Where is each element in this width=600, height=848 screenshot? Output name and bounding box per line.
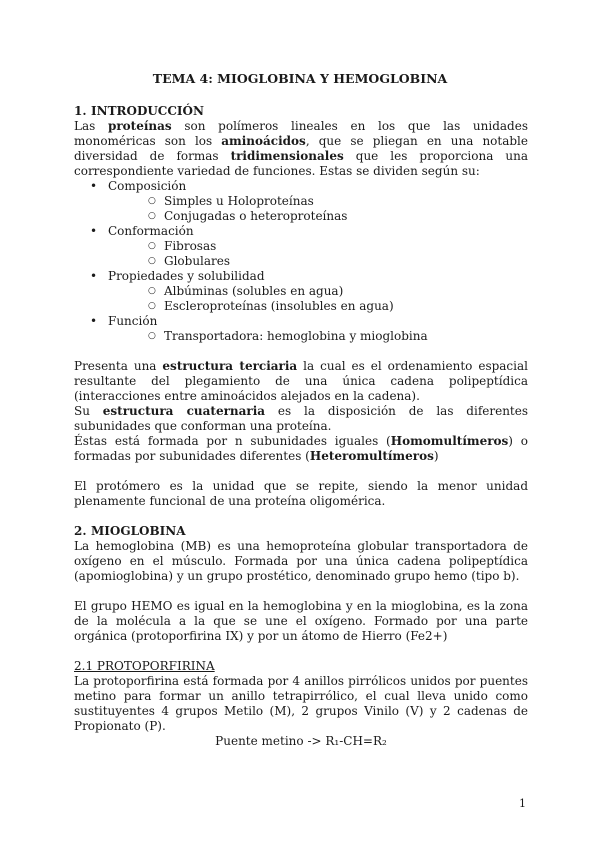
hemo-paragraph: El grupo HEMO es igual en la hemoglobina y en la mioglobina, es la zona de la molécula a la que se une el oxígeno. Formado por una parte orgánica (protoporfirina IX) y por un átomo de Hierro (Fe2+) — [74, 599, 528, 643]
list-item — [74, 269, 528, 314]
protoporfirina-paragraph: La protoporfirina está formada por 4 anillos pirrólicos unidos por puentes metino para formar un anillo tetrapirrólico, el cual lleva unido como sustituyentes 4 grupos Metilo (M), 2 grupos Vinilo (V) y 2 cadenas de Propionato (P). — [74, 674, 528, 733]
intro-text-3: , que se pliegan en una notable diversidad de formas — [74, 134, 528, 163]
intro-bold-aminoacidos: aminoácidos — [221, 134, 306, 148]
list-item-label: Función — [108, 314, 158, 328]
spacer — [74, 584, 528, 599]
subsection-heading: 2.1 PROTOPORFIRINA — [74, 659, 215, 673]
list-item-label: Composición — [108, 179, 187, 193]
formada-text-2: ) o formadas por subunidades diferentes ( — [74, 434, 528, 463]
classification-list — [74, 179, 528, 344]
list-item — [74, 314, 528, 344]
list-item-label: Conformación — [108, 224, 194, 238]
sub-list-item: ○ Fibrosas — [108, 239, 528, 254]
section-2-title: MIOGLOBINA — [91, 524, 186, 538]
page-number: 1 — [519, 797, 526, 810]
spacer — [74, 509, 528, 524]
section-1-number: 1. — [74, 104, 87, 118]
cuaternaria-paragraph — [74, 404, 528, 434]
spacer — [74, 464, 528, 479]
terciaria-paragraph — [74, 359, 528, 404]
cuaternaria-text-2: es la disposición de las diferentes subunidades que conforman una proteína. — [74, 404, 529, 433]
sub-list — [108, 194, 528, 224]
formada-text-1: Éstas está formada por n subunidades iguales ( — [74, 434, 391, 448]
sub-list — [108, 239, 528, 269]
section-1-heading — [74, 104, 528, 119]
document-body — [74, 104, 528, 749]
intro-text-2: son polímeros lineales en los que las unidades monoméricas son los — [74, 119, 528, 148]
list-item — [74, 224, 528, 269]
section-1-title: INTRODUCCIÓN — [91, 104, 204, 118]
sub-list-item: ○ Globulares — [108, 254, 528, 269]
spacer — [74, 344, 528, 359]
sub-list-item: ○ Transportadora: hemoglobina y mioglobina — [108, 329, 528, 344]
sub-list-item: ○ Albúminas (solubles en agua) — [108, 284, 528, 299]
formada-bold-hetero: Heteromultímeros — [309, 449, 434, 463]
formada-text-3: ) — [433, 449, 439, 463]
intro-paragraph — [74, 119, 528, 179]
sub-list-item: ○ Conjugadas o heteroproteínas — [108, 209, 528, 224]
document-title: TEMA 4: MIOGLOBINA Y HEMOGLOBINA — [152, 71, 448, 86]
list-item — [74, 179, 528, 224]
cuaternaria-bold: estructura cuaternaria — [102, 404, 266, 418]
spacer — [74, 644, 528, 659]
sub-list-item: ○ Escleroproteínas (insolubles en agua) — [108, 299, 528, 314]
formada-bold-homo: Homomultímeros — [390, 434, 509, 448]
formada-paragraph — [74, 434, 528, 464]
terciaria-text-2: la cual es el ordenamiento espacial resultante del plegamiento de una única cadena polipeptídica (interacciones entre aminoácidos alejados en la cadena). — [74, 359, 528, 403]
formula-line: Puente metino -> R₁-CH=R₂ — [215, 734, 387, 748]
intro-text-4: que les proporciona una correspondiente variedad de funciones. Estas se dividen según su: — [74, 149, 528, 178]
sub-list — [108, 329, 528, 344]
intro-bold-tridimensionales: tridimensionales — [230, 149, 344, 163]
sub-list — [108, 284, 528, 314]
protomero-paragraph: El protómero es la unidad que se repite, siendo la menor unidad plenamente funcional de una proteína oligomérica. — [74, 479, 528, 508]
sub-list-item: ○ Simples u Holoproteínas — [108, 194, 528, 209]
section-2-heading — [74, 524, 528, 539]
section-2-number: 2. — [74, 524, 87, 538]
intro-text-1: Las — [74, 119, 108, 133]
intro-bold-proteinas: proteínas — [107, 119, 172, 133]
terciaria-text-1: Presenta una — [74, 359, 163, 373]
cuaternaria-text-1: Su — [74, 404, 103, 418]
list-item-label: Propiedades y solubilidad — [108, 269, 265, 283]
terciaria-bold: estructura terciaria — [162, 359, 298, 373]
mioglobina-paragraph: La hemoglobina (MB) es una hemoproteína globular transportadora de oxígeno en el músculo. Formada por una única cadena polipeptídica (apomioglobina) y un grupo prostético, denominado grupo hemo (tipo b). — [74, 539, 528, 583]
